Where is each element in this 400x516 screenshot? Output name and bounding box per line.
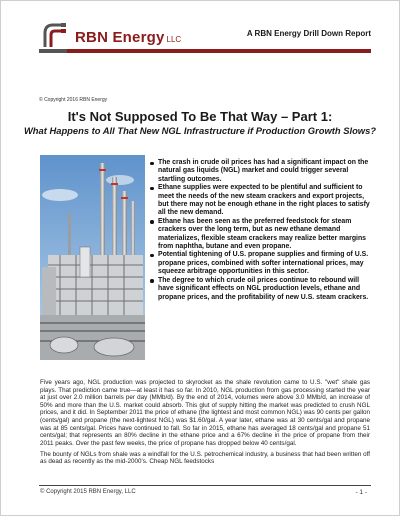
page-title: It's Not Supposed To Be That Way – Part 1: <box>67 109 333 124</box>
brand-name: RBN Energy <box>75 29 165 46</box>
top-copyright: © Copyright 2016 RBN Energy <box>39 97 108 103</box>
key-point-item <box>150 159 376 184</box>
report-type-label: A RBN Energy Drill Down Report <box>246 29 371 38</box>
body-paragraph: Five years ago, NGL production was projected to skyrocket as the shale revolution came to U.S. "wet" shale gas plays. That prediction came true—at least it has so far. In 2010, NGL production from gas processing started the year at just over 2.0 million barrels per day (MMb/d). By the end of 2014, volumes were above 3.0 MMb/d, an increase of 50% and more than the U.S. market could absorb. This glut of supply hitting the market was predicted to crush NGL prices, and it did. In September 2011 the price of ethane (the lightest and most common NGL) was 90 cents per gallon (cents/gal) and propane (the next-lightest NGL) was $1.60/gal. A year later, ethane was at 30 cents/gal and propane was at 85 cents/gal. Prices have continued to fall. So far in 2015, ethane has averaged 18 cents/gal and propane 51 cents/gal; that represents an 80% decline in the ethane price and a 67% decline in the price of propane from their 2011 peaks. Over the past few weeks, the price of propane has dropped below 40 cents/gal. <box>40 379 370 447</box>
logo-mark-icon <box>41 21 71 51</box>
page-number: - 1 - <box>355 489 367 496</box>
key-points-list <box>150 159 376 302</box>
key-point-item <box>150 277 376 302</box>
refinery-photo <box>40 155 145 360</box>
bullet-icon <box>150 254 154 258</box>
page-subtitle: What Happens to All That New NGL Infrastructure if Production Growth Slows? <box>23 125 377 136</box>
header-rule-accent <box>39 49 67 53</box>
bullet-icon <box>150 279 154 283</box>
brand-suffix: LLC <box>166 35 182 44</box>
key-point-text: The degree to which crude oil prices continue to rebound will have significant effects on NGL production levels, ethane and propane prices, and the profitability of new U.S. steam crackers. <box>158 276 369 301</box>
logo-text <box>75 29 181 47</box>
header-rule <box>39 49 371 53</box>
body-paragraph: The bounty of NGLs from shale was a windfall for the U.S. petrochemical industry, a business that had been written off as dead as recently as the mid-2000's. Cheap NGL feedstocks <box>40 450 370 466</box>
key-point-text: The crash in crude oil prices has had a significant impact on the natural gas liquids (NGL) market and could trigger several startling outcomes. <box>158 159 369 183</box>
refinery-illustration <box>40 155 145 360</box>
report-body <box>40 379 370 469</box>
bullet-icon <box>150 220 154 224</box>
key-point-text: Ethane has been seen as the preferred feedstock for steam crackers over the long term, but as new ethane demand materializes, flexible steam crackers may realize better margins from naphtha, butane and even propane. <box>158 217 366 251</box>
footer-copyright: © Copyright 2015 RBN Energy, LLC <box>40 489 136 495</box>
key-point-item <box>150 184 376 218</box>
bullet-icon <box>150 187 154 191</box>
key-point-item <box>150 218 376 252</box>
key-point-item <box>150 251 376 276</box>
key-point-text: Ethane supplies were expected to be plentiful and sufficient to meet the needs of the new steam crackers and export projects, but there may not be enough ethane in the right places to satisfy all the new demand. <box>158 184 370 217</box>
key-point-text: Potential tightening of U.S. propane supplies and firming of U.S. propane prices, combined with softer international prices, may squeeze arbitrage opportunities in this sector. <box>158 251 369 276</box>
footer-rule <box>39 485 371 486</box>
bullet-icon <box>150 162 154 166</box>
